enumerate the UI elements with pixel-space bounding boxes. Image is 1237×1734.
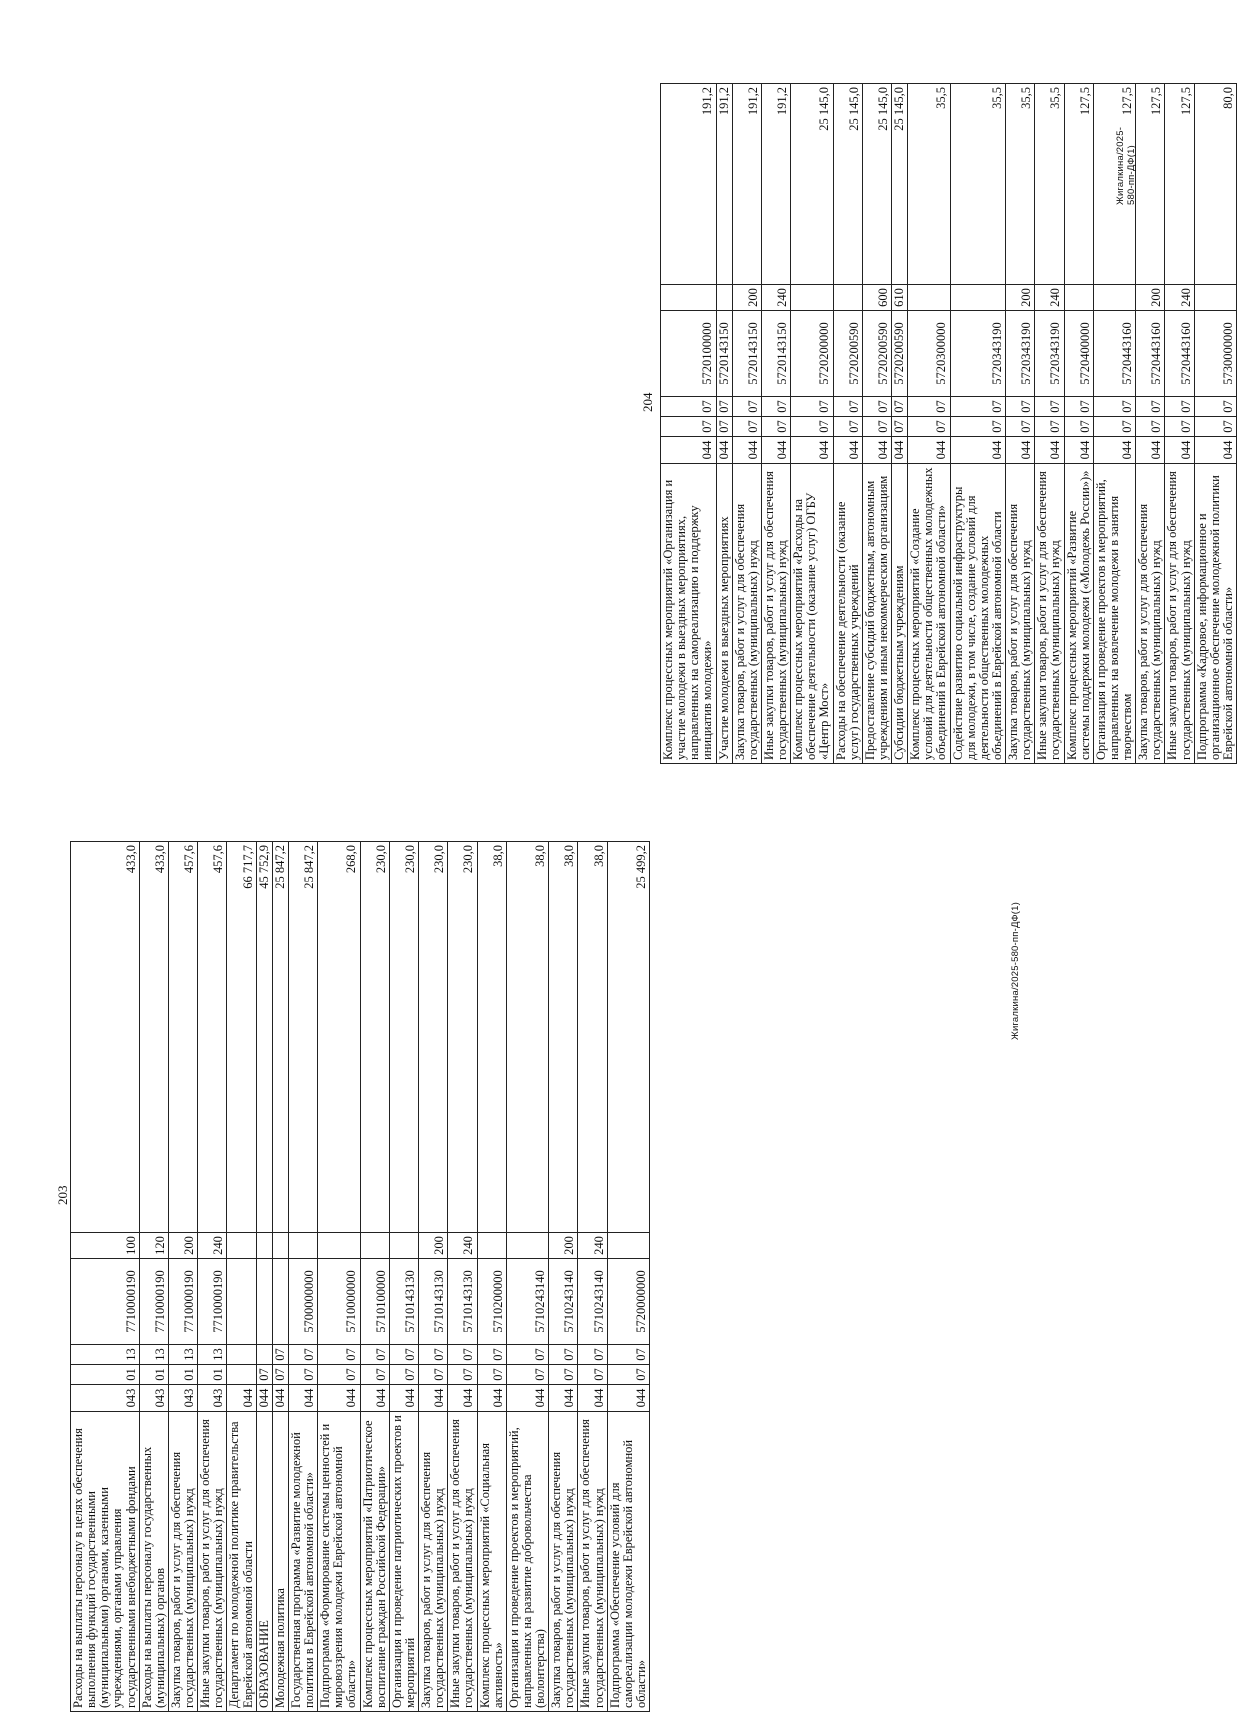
- row-admin-code: 044: [791, 437, 833, 464]
- row-amount: 45 752,9: [256, 842, 272, 1233]
- row-name: Закупка товаров, работ и услуг для обеспечения государственных (муниципальных) нужд: [1006, 464, 1035, 764]
- page-number: 204: [640, 392, 655, 412]
- row-admin-code: 044: [227, 1385, 256, 1412]
- row-expense-type-code: [716, 285, 732, 311]
- row-admin-code: 044: [892, 437, 908, 464]
- row-section-code: 07: [256, 1365, 272, 1385]
- row-subsection-code: 07: [578, 1345, 607, 1365]
- row-subsection-code: 07: [318, 1345, 360, 1365]
- table-row: [389, 842, 418, 1712]
- row-target-article-code: 5730000000: [1194, 311, 1236, 397]
- row-subsection-code: 07: [892, 397, 908, 417]
- row-amount: 191,2: [716, 84, 732, 285]
- row-admin-code: 044: [661, 437, 717, 464]
- row-admin-code: 044: [288, 1385, 317, 1412]
- row-admin-code: 044: [477, 1385, 506, 1412]
- row-admin-code: 044: [908, 437, 950, 464]
- row-expense-type-code: [908, 285, 950, 311]
- row-expense-type-code: [227, 1233, 256, 1259]
- row-expense-type-code: [661, 285, 717, 311]
- table-row: [448, 842, 477, 1712]
- row-amount: 191,2: [761, 84, 790, 285]
- row-name: Закупка товаров, работ и услуг для обеспечения государственных (муниципальных) нужд: [732, 464, 761, 764]
- row-amount: 230,0: [389, 842, 418, 1233]
- row-name: Иные закупки товаров, работ и услуг для обеспечения государственных (муниципальных) нужд: [761, 464, 790, 764]
- row-amount: 127,5: [1064, 84, 1093, 285]
- row-section-code: 07: [1006, 417, 1035, 437]
- table-row: [198, 842, 227, 1712]
- table-row: [833, 84, 862, 764]
- row-amount: 268,0: [318, 842, 360, 1233]
- table-row: [360, 842, 389, 1712]
- row-target-article-code: 5720343190: [1006, 311, 1035, 397]
- row-target-article-code: 5720200000: [791, 311, 833, 397]
- row-expense-type-code: [950, 285, 1006, 311]
- row-expense-type-code: 240: [761, 285, 790, 311]
- row-section-code: 01: [198, 1365, 227, 1385]
- table-row: [791, 84, 833, 764]
- table-row: [139, 842, 168, 1712]
- table-row: [256, 842, 272, 1712]
- row-expense-type-code: 100: [71, 1233, 140, 1259]
- row-target-article-code: 5720400000: [1064, 311, 1093, 397]
- row-name: Закупка товаров, работ и услуг для обеспечения государственных (муниципальных) нужд: [419, 1412, 448, 1712]
- row-section-code: 07: [506, 1365, 548, 1385]
- row-admin-code: 044: [1006, 437, 1035, 464]
- row-expense-type-code: 200: [1006, 285, 1035, 311]
- row-target-article-code: 5720200590: [833, 311, 862, 397]
- row-name: Комплекс процессных мероприятий «Развитие системы поддержки молодежи («Молодежь России»)»: [1064, 464, 1093, 764]
- row-expense-type-code: 200: [168, 1233, 197, 1259]
- row-subsection-code: 07: [761, 397, 790, 417]
- row-subsection-code: 13: [168, 1345, 197, 1365]
- table-row: [661, 84, 717, 764]
- table-row: [1064, 84, 1093, 764]
- row-expense-type-code: 200: [732, 285, 761, 311]
- row-admin-code: 044: [1093, 437, 1135, 464]
- row-expense-type-code: [318, 1233, 360, 1259]
- row-amount: 35,5: [908, 84, 950, 285]
- table-row: [732, 84, 761, 764]
- row-section-code: 07: [833, 417, 862, 437]
- row-target-article-code: 5710143130: [448, 1259, 477, 1345]
- row-name: Субсидии бюджетным учреждениям: [892, 464, 908, 764]
- row-amount: 25 847,2: [288, 842, 317, 1233]
- row-section-code: 01: [168, 1365, 197, 1385]
- row-name: Подпрограмма «Обеспечение условий для самореализации молодежи Еврейской автономной области»: [607, 1412, 649, 1712]
- table-row: [1035, 84, 1064, 764]
- row-name: Расходы на выплаты персоналу в целях обеспечения выполнения функций государственными (муниципальными) органами, казенными учреждениями, органами управления государственными внебюджетными фондами: [71, 1412, 140, 1712]
- row-subsection-code: [256, 1345, 272, 1365]
- document-reference: Жигалкина/2025-580-пп-ДФ(1): [1010, 901, 1021, 1040]
- row-target-article-code: 5720443160: [1165, 311, 1194, 397]
- row-expense-type-code: 240: [1035, 285, 1064, 311]
- row-amount: 38,0: [477, 842, 506, 1233]
- row-name: Подпрограмма «Формирование системы ценностей и мировоззрения молодежи Еврейской автономной области»: [318, 1412, 360, 1712]
- row-target-article-code: 5720200590: [862, 311, 891, 397]
- row-section-code: 01: [71, 1365, 140, 1385]
- row-section-code: 07: [1194, 417, 1236, 437]
- row-amount: 127,5: [1093, 84, 1135, 285]
- row-amount: 433,0: [139, 842, 168, 1233]
- row-amount: 38,0: [506, 842, 548, 1233]
- row-admin-code: 044: [732, 437, 761, 464]
- row-section-code: 07: [607, 1365, 649, 1385]
- row-target-article-code: 5700000000: [288, 1259, 317, 1345]
- row-amount: 230,0: [448, 842, 477, 1233]
- row-subsection-code: 07: [506, 1345, 548, 1365]
- row-admin-code: 043: [139, 1385, 168, 1412]
- row-amount: 457,6: [168, 842, 197, 1233]
- budget-table: [70, 841, 650, 1712]
- row-name: Иные закупки товаров, работ и услуг для обеспечения государственных (муниципальных) нужд: [578, 1412, 607, 1712]
- row-name: Иные закупки товаров, работ и услуг для обеспечения государственных (муниципальных) нужд: [448, 1412, 477, 1712]
- row-target-article-code: 5720343190: [950, 311, 1006, 397]
- row-expense-type-code: [288, 1233, 317, 1259]
- row-admin-code: 044: [360, 1385, 389, 1412]
- row-section-code: 07: [1064, 417, 1093, 437]
- table-row: [862, 84, 891, 764]
- row-expense-type-code: 240: [1165, 285, 1194, 311]
- row-target-article-code: 5720000000: [607, 1259, 649, 1345]
- row-amount: 191,2: [732, 84, 761, 285]
- table-row: [892, 84, 908, 764]
- row-expense-type-code: 240: [448, 1233, 477, 1259]
- row-subsection-code: 13: [71, 1345, 140, 1365]
- row-section-code: 07: [761, 417, 790, 437]
- row-section-code: 07: [477, 1365, 506, 1385]
- row-subsection-code: 07: [908, 397, 950, 417]
- row-subsection-code: 13: [139, 1345, 168, 1365]
- table-row: [168, 842, 197, 1712]
- row-subsection-code: 07: [1165, 397, 1194, 417]
- row-target-article-code: 5710243140: [506, 1259, 548, 1345]
- table-row: [1165, 84, 1194, 764]
- row-section-code: 07: [716, 417, 732, 437]
- row-section-code: 01: [139, 1365, 168, 1385]
- row-name: Комплекс процессных мероприятий «Организация и участие молодежи в выездных мероприятиях, направленных на самореализацию и поддержку инициатив молодежи»: [661, 464, 717, 764]
- row-section-code: 07: [288, 1365, 317, 1385]
- row-expense-type-code: [256, 1233, 272, 1259]
- row-subsection-code: 07: [288, 1345, 317, 1365]
- row-target-article-code: 7710000190: [198, 1259, 227, 1345]
- table-row: [1006, 84, 1035, 764]
- row-section-code: 07: [791, 417, 833, 437]
- row-expense-type-code: 120: [139, 1233, 168, 1259]
- row-admin-code: 044: [950, 437, 1006, 464]
- row-amount: 230,0: [419, 842, 448, 1233]
- row-admin-code: 043: [168, 1385, 197, 1412]
- row-name: Иные закупки товаров, работ и услуг для обеспечения государственных (муниципальных) нужд: [1035, 464, 1064, 764]
- row-target-article-code: 5710000000: [318, 1259, 360, 1345]
- row-target-article-code: 5720443160: [1136, 311, 1165, 397]
- row-section-code: [227, 1365, 256, 1385]
- row-target-article-code: 5710243140: [578, 1259, 607, 1345]
- row-expense-type-code: [1194, 285, 1236, 311]
- row-section-code: 07: [578, 1365, 607, 1385]
- row-name: Закупка товаров, работ и услуг для обеспечения государственных (муниципальных) нужд: [168, 1412, 197, 1712]
- row-subsection-code: 07: [716, 397, 732, 417]
- row-section-code: 07: [862, 417, 891, 437]
- row-target-article-code: 5710200000: [477, 1259, 506, 1345]
- row-admin-code: 043: [71, 1385, 140, 1412]
- row-name: Государственная программа «Развитие молодежной политики в Еврейской автономной области»: [288, 1412, 317, 1712]
- table-row: [506, 842, 548, 1712]
- row-target-article-code: 5720143150: [761, 311, 790, 397]
- row-subsection-code: 07: [1194, 397, 1236, 417]
- row-subsection-code: 07: [419, 1345, 448, 1365]
- row-target-article-code: 5710243140: [549, 1259, 578, 1345]
- row-amount: 25 145,0: [892, 84, 908, 285]
- row-expense-type-code: [607, 1233, 649, 1259]
- row-expense-type-code: [477, 1233, 506, 1259]
- row-target-article-code: 5720443160: [1093, 311, 1135, 397]
- row-subsection-code: 07: [477, 1345, 506, 1365]
- row-admin-code: 044: [272, 1385, 288, 1412]
- table-row: [477, 842, 506, 1712]
- row-name: Расходы на выплаты персоналу государственных (муниципальных) органов: [139, 1412, 168, 1712]
- row-name: Расходы на обеспечение деятельности (оказание услуг) государственных учреждений: [833, 464, 862, 764]
- table-row: [1136, 84, 1165, 764]
- row-expense-type-code: [272, 1233, 288, 1259]
- row-name: Организация и проведение патриотических проектов и мероприятий: [389, 1412, 418, 1712]
- row-admin-code: 044: [716, 437, 732, 464]
- row-section-code: 07: [1165, 417, 1194, 437]
- row-target-article-code: 5720143150: [732, 311, 761, 397]
- row-amount: 25 145,0: [833, 84, 862, 285]
- table-row: [908, 84, 950, 764]
- row-amount: 80,0: [1194, 84, 1236, 285]
- row-section-code: 07: [419, 1365, 448, 1385]
- row-admin-code: 044: [1165, 437, 1194, 464]
- row-subsection-code: 07: [389, 1345, 418, 1365]
- row-name: Комплекс процессных мероприятий «Социальная активность»: [477, 1412, 506, 1712]
- row-name: Участие молодежи в выездных мероприятиях: [716, 464, 732, 764]
- row-amount: 25 499,2: [607, 842, 649, 1233]
- row-section-code: 07: [908, 417, 950, 437]
- row-subsection-code: 07: [607, 1345, 649, 1365]
- table-row: [272, 842, 288, 1712]
- row-admin-code: 044: [506, 1385, 548, 1412]
- row-name: Содействие развитию социальной инфраструктуры для молодежи, в том числе, создание условий для деятельности общественных молодежных объединений в Еврейской автономной области: [950, 464, 1006, 764]
- row-admin-code: 044: [833, 437, 862, 464]
- row-name: Закупка товаров, работ и услуг для обеспечения государственных (муниципальных) нужд: [549, 1412, 578, 1712]
- row-admin-code: 044: [578, 1385, 607, 1412]
- row-section-code: 07: [892, 417, 908, 437]
- row-expense-type-code: 200: [1136, 285, 1165, 311]
- table-row: [716, 84, 732, 764]
- row-name: Предоставление субсидий бюджетным, автономным учреждениям и иным некоммерческим организациям: [862, 464, 891, 764]
- row-amount: 433,0: [71, 842, 140, 1233]
- row-name: Организация и проведение проектов и мероприятий, направленных на развитие добровольчества (волонтерства): [506, 1412, 548, 1712]
- row-subsection-code: 07: [791, 397, 833, 417]
- row-name: Комплекс процессных мероприятий «Расходы на обеспечение деятельности (оказание услуг) ОГБУ «Центр Мост»: [791, 464, 833, 764]
- row-subsection-code: 07: [272, 1345, 288, 1365]
- table-row: [227, 842, 256, 1712]
- row-section-code: 07: [549, 1365, 578, 1385]
- row-name: Закупка товаров, работ и услуг для обеспечения государственных (муниципальных) нужд: [1136, 464, 1165, 764]
- row-subsection-code: 07: [360, 1345, 389, 1365]
- page-number: 203: [55, 1185, 70, 1205]
- row-target-article-code: 7710000190: [71, 1259, 140, 1345]
- row-amount: 457,6: [198, 842, 227, 1233]
- budget-table: [660, 83, 1237, 764]
- row-section-code: 07: [272, 1365, 288, 1385]
- row-amount: 127,5: [1165, 84, 1194, 285]
- row-name: Иные закупки товаров, работ и услуг для обеспечения государственных (муниципальных) нужд: [198, 1412, 227, 1712]
- row-name: Комплекс процессных мероприятий «Патриотическое воспитание граждан Российской Федерации»: [360, 1412, 389, 1712]
- row-section-code: 07: [661, 417, 717, 437]
- row-name: Подпрограмма «Кадровое, информационное и организационное обеспечение молодежной политики Еврейской автономной области»: [1194, 464, 1236, 764]
- row-name: Организация и проведение проектов и мероприятий, направленных на вовлечение молодежи в занятия творчеством: [1093, 464, 1135, 764]
- row-subsection-code: 07: [732, 397, 761, 417]
- row-name: Молодежная политика: [272, 1412, 288, 1712]
- row-admin-code: 044: [761, 437, 790, 464]
- table-row: [288, 842, 317, 1712]
- row-section-code: 07: [360, 1365, 389, 1385]
- table-row: [71, 842, 140, 1712]
- table-row: [607, 842, 649, 1712]
- row-admin-code: 044: [607, 1385, 649, 1412]
- row-admin-code: 044: [448, 1385, 477, 1412]
- row-expense-type-code: [360, 1233, 389, 1259]
- row-target-article-code: 5710143130: [389, 1259, 418, 1345]
- row-admin-code: 044: [389, 1385, 418, 1412]
- row-expense-type-code: 600: [862, 285, 891, 311]
- row-target-article-code: 5720143150: [716, 311, 732, 397]
- table-row: [549, 842, 578, 1712]
- row-target-article-code: 5710100000: [360, 1259, 389, 1345]
- row-subsection-code: 07: [1136, 397, 1165, 417]
- table-row: [318, 842, 360, 1712]
- row-subsection-code: 07: [448, 1345, 477, 1365]
- row-expense-type-code: 200: [419, 1233, 448, 1259]
- row-subsection-code: 07: [661, 397, 717, 417]
- row-subsection-code: 13: [198, 1345, 227, 1365]
- row-target-article-code: 5710143130: [419, 1259, 448, 1345]
- row-section-code: 07: [1136, 417, 1165, 437]
- row-subsection-code: 07: [862, 397, 891, 417]
- row-amount: 35,5: [950, 84, 1006, 285]
- table-row: [950, 84, 1006, 764]
- row-target-article-code: [256, 1259, 272, 1345]
- row-expense-type-code: [791, 285, 833, 311]
- row-target-article-code: [227, 1259, 256, 1345]
- row-target-article-code: 7710000190: [139, 1259, 168, 1345]
- row-target-article-code: 5720343190: [1035, 311, 1064, 397]
- row-admin-code: 044: [1035, 437, 1064, 464]
- row-section-code: 07: [389, 1365, 418, 1385]
- table-row: [761, 84, 790, 764]
- row-admin-code: 043: [198, 1385, 227, 1412]
- row-expense-type-code: 610: [892, 285, 908, 311]
- row-amount: 66 717,7: [227, 842, 256, 1233]
- row-subsection-code: 07: [1093, 397, 1135, 417]
- row-target-article-code: [272, 1259, 288, 1345]
- row-expense-type-code: [833, 285, 862, 311]
- row-admin-code: 044: [549, 1385, 578, 1412]
- row-expense-type-code: [1064, 285, 1093, 311]
- row-section-code: 07: [1093, 417, 1135, 437]
- row-target-article-code: 5720100000: [661, 311, 717, 397]
- row-subsection-code: 07: [1064, 397, 1093, 417]
- row-expense-type-code: 200: [549, 1233, 578, 1259]
- row-subsection-code: 07: [1035, 397, 1064, 417]
- row-subsection-code: 07: [950, 397, 1006, 417]
- row-expense-type-code: [389, 1233, 418, 1259]
- row-amount: 25 145,0: [862, 84, 891, 285]
- row-admin-code: 044: [862, 437, 891, 464]
- document-reference: Жигалкина/2025-580-пп-ДФ(1): [1115, 126, 1137, 205]
- row-amount: 230,0: [360, 842, 389, 1233]
- row-admin-code: 044: [1194, 437, 1236, 464]
- row-admin-code: 044: [318, 1385, 360, 1412]
- row-admin-code: 044: [419, 1385, 448, 1412]
- row-subsection-code: 07: [833, 397, 862, 417]
- row-expense-type-code: 240: [198, 1233, 227, 1259]
- row-name: Иные закупки товаров, работ и услуг для обеспечения государственных (муниципальных) нужд: [1165, 464, 1194, 764]
- row-amount: 38,0: [578, 842, 607, 1233]
- budget-page-203: [70, 842, 650, 1712]
- row-amount: 25 847,2: [272, 842, 288, 1233]
- table-row: [578, 842, 607, 1712]
- row-section-code: 07: [950, 417, 1006, 437]
- table-row: [1194, 84, 1236, 764]
- row-name: ОБРАЗОВАНИЕ: [256, 1412, 272, 1712]
- row-expense-type-code: 240: [578, 1233, 607, 1259]
- row-name: Департамент по молодежной политике правительства Еврейской автономной области: [227, 1412, 256, 1712]
- row-amount: 38,0: [549, 842, 578, 1233]
- row-section-code: 07: [448, 1365, 477, 1385]
- row-admin-code: 044: [256, 1385, 272, 1412]
- row-section-code: 07: [732, 417, 761, 437]
- row-subsection-code: 07: [549, 1345, 578, 1365]
- row-admin-code: 044: [1136, 437, 1165, 464]
- row-expense-type-code: [506, 1233, 548, 1259]
- row-section-code: 07: [318, 1365, 360, 1385]
- row-target-article-code: 7710000190: [168, 1259, 197, 1345]
- row-admin-code: 044: [1064, 437, 1093, 464]
- budget-page-204: [660, 84, 1237, 764]
- row-amount: 191,2: [661, 84, 717, 285]
- row-section-code: 07: [1035, 417, 1064, 437]
- row-target-article-code: 5720200590: [892, 311, 908, 397]
- row-name: Комплекс процессных мероприятий «Создание условий для деятельности общественных молодежных объединений в Еврейской автономной области»: [908, 464, 950, 764]
- row-target-article-code: 5720300000: [908, 311, 950, 397]
- row-subsection-code: [227, 1345, 256, 1365]
- row-amount: 127,5: [1136, 84, 1165, 285]
- row-amount: 35,5: [1035, 84, 1064, 285]
- row-expense-type-code: [1093, 285, 1135, 311]
- table-row: [419, 842, 448, 1712]
- row-subsection-code: 07: [1006, 397, 1035, 417]
- row-amount: 25 145,0: [791, 84, 833, 285]
- row-amount: 35,5: [1006, 84, 1035, 285]
